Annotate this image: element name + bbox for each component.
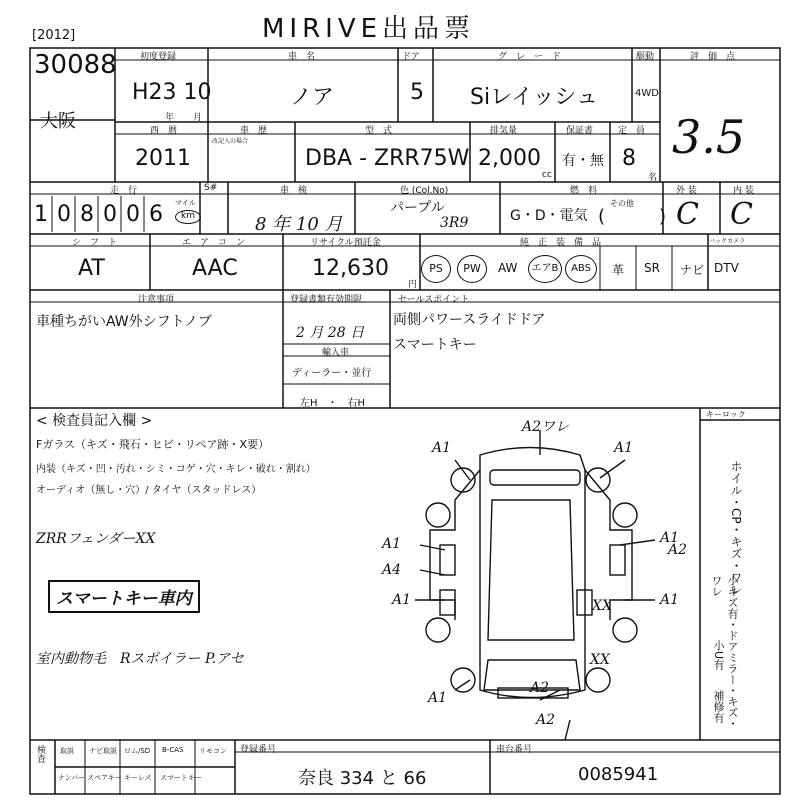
mileage-digit: 0 [103, 202, 117, 227]
equip-navi: ナビ [680, 263, 705, 277]
inspector-note1: ZRRフェンダーXX [36, 531, 156, 547]
location: 大阪 [40, 111, 76, 132]
name-label: 車 名 [288, 52, 316, 62]
entry-label: 輸入車 [322, 348, 350, 358]
sales-line1: 両側パワースライドドア [393, 312, 546, 328]
score-value: 3.5 [672, 110, 746, 164]
footer-item: スマートキー [160, 774, 202, 782]
diagram-mark: A1 [660, 592, 680, 608]
key-rock-vertical-3: 小U有 [712, 640, 725, 671]
capacity-value: 8 [622, 146, 636, 171]
mileage-unit-km: km [175, 210, 201, 224]
handle-value: 左H ・ 右H [300, 398, 366, 409]
inspector-boxed-note [48, 580, 200, 613]
score-label: 評 価 点 [690, 52, 736, 62]
shift-label: シ フ ト [72, 238, 118, 248]
western-value: 2011 [135, 146, 191, 171]
mileage-label: 走 行 [110, 186, 138, 196]
mileage-digit: 1 [34, 202, 48, 227]
diagram-mark: A1 [614, 440, 634, 456]
diagram-mark: A2 [668, 542, 688, 558]
name-value: ノア [290, 85, 335, 110]
color-value: パープル [390, 200, 445, 216]
backcam-label: バックカメラ [709, 238, 746, 245]
chassis-value: 0085941 [578, 764, 659, 785]
reg-deadline-value: 2 月 28 日 [296, 325, 365, 341]
sales-label: セールスポイント [398, 295, 470, 305]
reg-value: 奈良 334 と 66 [298, 768, 427, 789]
doors-label: ドア [402, 52, 420, 62]
grade-label: グ レ ー ド [498, 52, 562, 62]
inspection-value: 8 年 10 月 [255, 214, 343, 235]
western-label: 西 暦 [150, 126, 178, 136]
footer-item: スペアキー [87, 774, 122, 782]
equip-label: 純 正 装 備 品 [520, 238, 602, 248]
warranty-value: 有・無 [562, 153, 604, 169]
inspector-boxed-text: スマートキー車内 [56, 589, 192, 609]
footer-item: ナビ取説 [89, 747, 117, 755]
drive-value: 4WD [635, 88, 659, 99]
form-title: MIRIVE出品票 [262, 14, 476, 44]
first-reg-value: H23 10 [132, 80, 212, 105]
key-rock-vertical-2: 小キズ有・ドアミラー・キズ・ワレ [710, 575, 739, 729]
inspector-fglass: Fガラス（キズ・飛石・ヒビ・リペア跡・X要） [36, 438, 270, 451]
mileage-digit: 6 [149, 202, 163, 227]
inspector-title: < 検査員記入欄 > [36, 413, 153, 429]
shaken-label: 車 歴 [240, 126, 268, 136]
key-rock-label: キーロック [706, 410, 746, 419]
footer-item: B-CAS [162, 746, 184, 754]
reg-deadline-label: 登録書類有効期限 [290, 295, 363, 305]
s-label: S# [204, 183, 218, 193]
lot-number: 30088 [34, 50, 117, 80]
exterior-label: 外 装 [676, 186, 697, 196]
notes-value: 車種ちがいAW外シフトノブ [36, 314, 212, 330]
equip-sr: SR [644, 261, 660, 275]
cc-unit: cc [542, 170, 552, 180]
aircon-value: AAC [192, 256, 238, 281]
year-tag: [2012] [32, 28, 76, 43]
notes-label: 注意事項 [138, 295, 175, 305]
inspector-audio: オーディオ（無し・穴）/ タイヤ（スタッドレス） [36, 485, 262, 496]
diagram-mark: A2 [536, 712, 556, 728]
equip-leather: 革 [612, 263, 625, 277]
footer-item: ナンバー [58, 774, 86, 782]
aircon-label: エ ア コ ン [182, 238, 246, 248]
inspector-interior: 内装（キズ・凹・汚れ・シミ・コゲ・穴・キレ・破れ・割れ） [36, 464, 316, 475]
fuel-other: その他 [610, 199, 634, 208]
diagram-mark: A1 [392, 592, 412, 608]
equip-dtv: DTV [714, 261, 739, 275]
drive-label: 駆動 [636, 52, 655, 62]
equip-ps: PS [421, 255, 451, 283]
fuel-label: 燃 料 [570, 186, 598, 196]
recycle-label: リサイクル預託金 [310, 238, 381, 248]
key-rock-vertical-1: ホイル・CP・キズ・ワレ [729, 460, 743, 596]
equip-airbag: エアB [528, 255, 562, 283]
mileage-digit: 0 [57, 202, 71, 227]
diagram-mark: A1 [428, 690, 448, 706]
chassis-label: 車台番号 [496, 745, 533, 755]
grade-value: Siレイッシュ [470, 85, 599, 110]
model-label: 型 式 [365, 126, 393, 136]
year-small: 年 [165, 113, 175, 123]
mileage-unit-mile: マイル [175, 199, 196, 207]
month-small: 月 [193, 113, 203, 123]
diagram-mark: A1 [660, 530, 680, 546]
interior-label: 内 装 [733, 186, 754, 196]
footer-item: リモコン [199, 747, 227, 755]
first-reg-label: 初度登録 [140, 52, 177, 62]
equip-aw: AW [498, 261, 518, 275]
reg-label: 登録番号 [240, 745, 277, 755]
footer-inspect-label: 検査 [35, 745, 45, 763]
dealer-value: ディーラー・並行 [292, 368, 372, 379]
color-label: 色 (Col.No) [400, 186, 449, 196]
mileage-digit: 8 [80, 202, 94, 227]
recycle-value: 12,630 [312, 256, 389, 281]
model-value: DBA - ZRR75W [305, 146, 470, 171]
capacity-label: 定 員 [618, 126, 646, 136]
doors-value: 5 [410, 80, 424, 105]
color-code: 3R9 [440, 215, 469, 231]
diagram-mark: A1 [432, 440, 452, 456]
diagram-mark: XX [592, 598, 612, 614]
mileage-digit: 0 [126, 202, 140, 227]
inspection-label: 車 検 [280, 186, 308, 196]
fuel-value: G・D・電気 [510, 208, 588, 224]
diagram-mark: A2ワレ [522, 419, 570, 435]
diagram-mark: A1 [382, 536, 402, 552]
cc-value: 2,000 [478, 146, 541, 171]
diagram-mark: A2 [530, 680, 550, 696]
key-rock-vertical-4: 補修有 [712, 690, 725, 723]
equip-pw: PW [457, 255, 487, 283]
warranty-label: 保証書 [566, 126, 594, 136]
sales-line2: スマートキー [393, 337, 477, 353]
footer-item: キーレス [124, 774, 152, 782]
fuel-paren: ( ) [598, 206, 667, 227]
footer-item: ロム/SD [124, 747, 151, 755]
exterior-value: C [676, 197, 699, 232]
shaken-note: 改記入の場合 [212, 138, 249, 145]
cc-label: 排気量 [490, 126, 518, 136]
capacity-unit: 名 [648, 173, 658, 183]
footer-item: 取説 [60, 747, 74, 755]
interior-value: C [730, 197, 753, 232]
inspector-note2: 室内動物毛 Rスポイラー P.アセ [36, 651, 244, 667]
diagram-mark: A4 [382, 562, 402, 578]
diagram-mark: XX [590, 652, 610, 668]
recycle-unit: 円 [408, 280, 418, 290]
equip-abs: ABS [565, 255, 597, 283]
shift-value: AT [78, 256, 105, 281]
